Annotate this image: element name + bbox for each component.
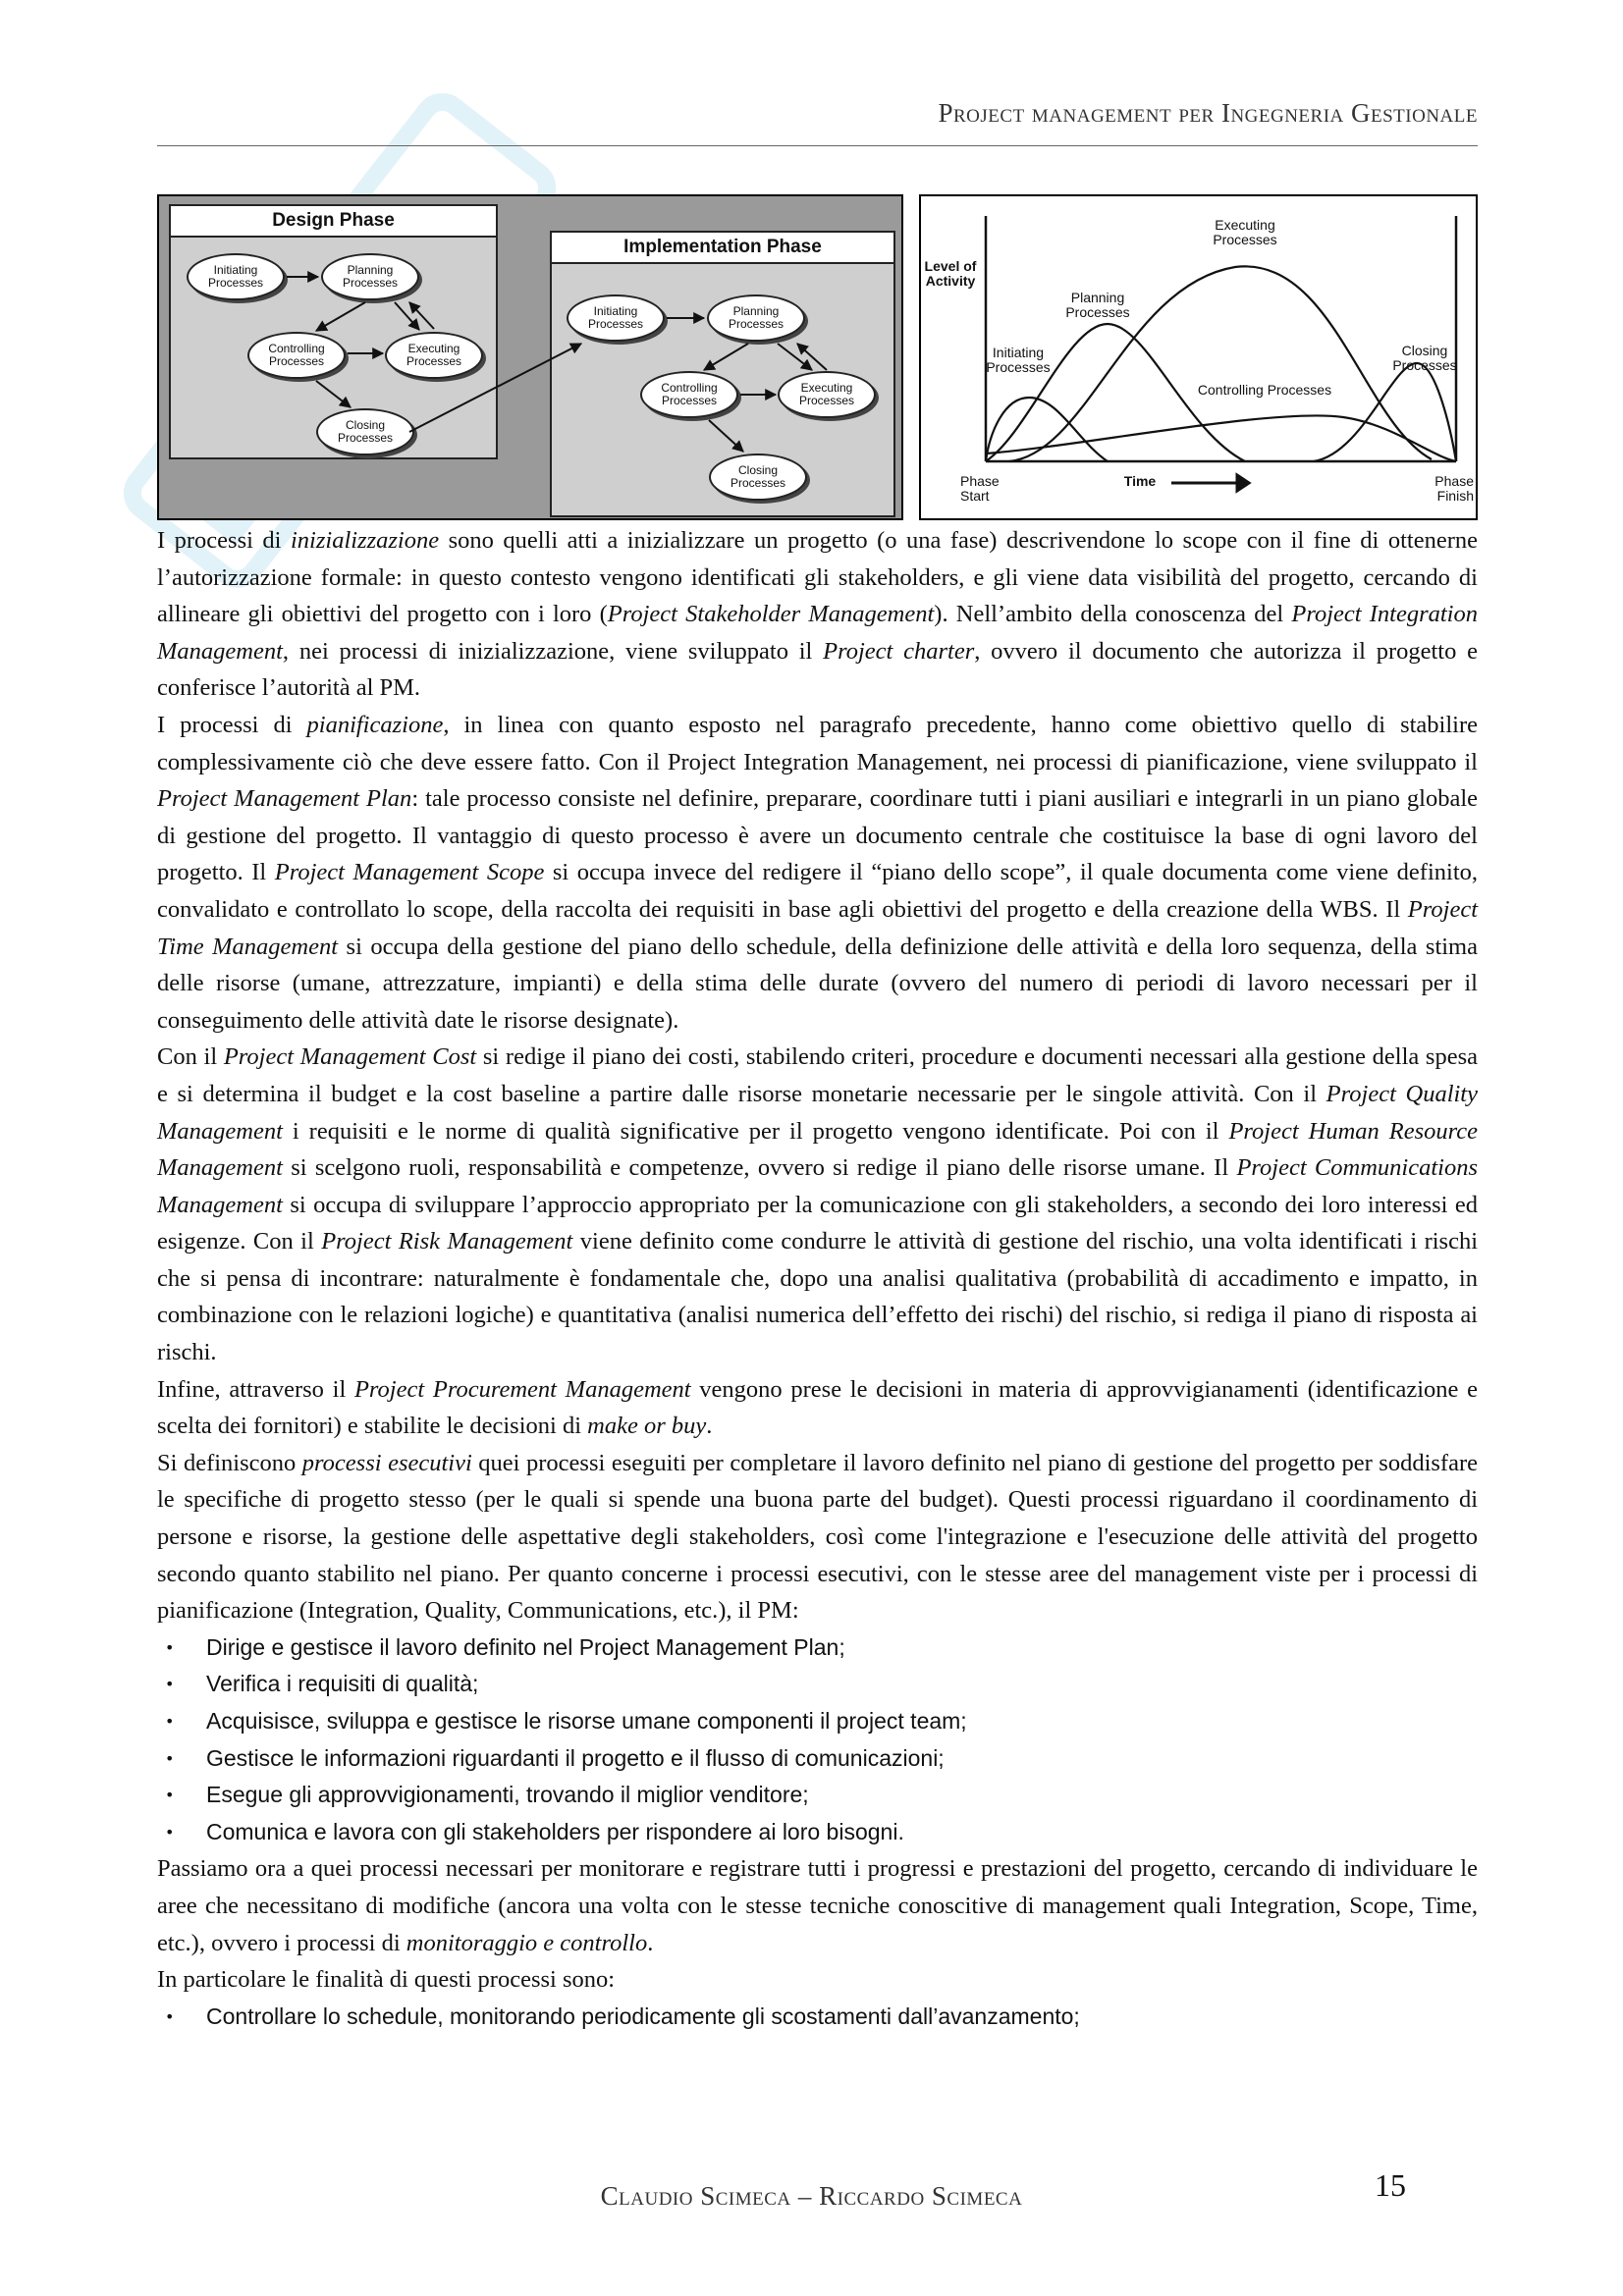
impl-planning-node: Planning Processes [707, 294, 805, 342]
monitoring-list [157, 1999, 1478, 2036]
arrow [409, 302, 434, 329]
arrow [709, 420, 743, 452]
impl-executing-node: Executing Processes [778, 371, 876, 418]
phase-finish-label: Phase Finish [1434, 473, 1474, 505]
paragraph-executing: Si definiscono processi esecutivi quei processi eseguiti per completare il lavoro definito nel piano di gestione del progetto per soddisfare le specifiche di progetto stesso (per le quali si spende una buona parte del budget). Questi processi riguardano il coordinamento di persone e risorse, la gestione delle aspettative degli stakeholders, così come l'integrazione e l'esecuzione delle attività del progetto secondo quanto stabilito nel piano. Per quanto concerne i processi esecutivi, con le stesse aree del management viste per i processi di pianificazione (Integration, Quality, Communications, etc.), il PM: [157, 1449, 1478, 1625]
bullet-icon [165, 1814, 174, 1851]
running-header [766, 98, 1478, 129]
paragraph-initiating: I processi di inizializzazione sono quelli atti a inizializzare un progetto (o una fase) descrivendone lo scope con il fine di ottenerne l’autorizzazione formale: in questo contesto vengono identificati gli stakeholders, e gli viene data visibilità del progetto, cercando di allineare gli obiettivi del progetto con i loro (Project Stakeholder Management). Nell’ambito della conoscenza del Project Integration Management, nei processi di inizializzazione, viene sviluppato il Project charter, ovvero il documento che autorizza il progetto e conferisce l’autorità al PM. [157, 527, 1479, 702]
list-item: • Esegue gli approvvigionamenti, trovando il miglior venditore; [157, 1777, 1478, 1814]
bullet-icon [165, 1740, 174, 1778]
list-item: • Gestisce le informazioni riguardanti il progetto e il flusso di comunicazioni; [157, 1740, 1478, 1778]
bullet-icon [165, 1703, 174, 1740]
design-phase-title: Design Phase [169, 204, 498, 238]
phase-start-label: Phase Start [960, 473, 1000, 505]
initiating-label: Initiating Processes [986, 345, 1051, 376]
process-arrows [159, 196, 901, 518]
y-axis-label: Level of Activity [924, 258, 977, 290]
design-initiating-node: Initiating Processes [187, 253, 285, 300]
impl-initiating-node: Initiating Processes [567, 294, 665, 342]
paragraph-procurement: Infine, attraverso il Project Procurement Management vengono prese le decisioni in materia di approvvigianamenti (identificazione e scelta dei fornitori) e stabilite le decisioni di make or buy. [157, 1375, 1479, 1440]
impl-closing-node: Closing Processes [709, 454, 807, 501]
controlling-curve [986, 415, 1456, 461]
closing-label: Closing Processes [1392, 343, 1457, 374]
header-title: Project management per Ingegneria Gestionale [938, 98, 1478, 128]
arrow [778, 344, 812, 370]
arrow [316, 381, 351, 407]
x-axis-label: Time [1123, 473, 1157, 489]
executing-list [157, 1629, 1478, 1851]
design-controlling-node: Controlling Processes [247, 332, 346, 379]
design-closing-node: Closing Processes [316, 408, 414, 455]
executing-label: Executing Processes [1213, 217, 1277, 248]
bullet-icon [165, 1777, 174, 1814]
list-item: • Controllare lo schedule, monitorando periodicamente gli scostamenti dall’avanzamento; [157, 1999, 1478, 2036]
list-item: • Verifica i requisiti di qualità; [157, 1666, 1478, 1703]
page-body [157, 522, 1478, 2035]
list-item: • Comunica e lavora con gli stakeholders per rispondere ai loro bisogni. [157, 1814, 1478, 1851]
paragraph-planning: I processi di pianificazione, in linea con quanto esposto nel paragrafo precedente, hanno come obiettivo quello di stabilire complessivamente ciò che deve essere fatto. Con il Project Integration Management, nei processi di pianificazione, viene sviluppato il Project Management Plan: tale processo consiste nel definire, preparare, coordinare tutti i piani ausiliari e integrarli in un piano globale di gestione del progetto. Il vantaggio di questo processo è avere un documento centrale che costituisce la base di ogni lavoro del progetto. Il Project Management Scope si occupa invece del redigere il “piano dello scope”, il quale documenta come viene definito, convalidato e controllato lo scope, della raccolta dei requisiti in base agli obiettivi del progetto e della creazione della WBS. Il Project Time Management si occupa della gestione del piano dello schedule, della definizione delle attività e della loro sequenza, della stima delle risorse (umane, attrezzature, impianti) e della stima delle durate (ovvero del numero di periodi di lavoro necessari per il conseguimento delle attività date le risorse designate). [157, 711, 1479, 1034]
implementation-phase-title: Implementation Phase [550, 231, 895, 264]
paragraph-cost-quality: Con il Project Management Cost si redige il piano dei costi, stabilendo criteri, procedure e documenti necessari alla gestione della spesa e si determina il budget e la cost baseline a partire dalle risorse monetarie necessarie per le singole attività. Con il Project Quality Management i requisiti e le norme di qualità significative per il progetto vengono identificate. Poi con il Project Human Resource Management si scelgono ruoli, responsabilità e competenze, ovvero si redige il piano delle risorse umane. Il Project Communications Management si occupa di sviluppare l’approccio appropriato per la comunicazione con gli stakeholders, a secondo dei loro interessi ed esigenze. Con il Project Risk Management viene definito come condurre le attività di gestione del rischio, una volta identificati i rischi che si pensa di incontrare: naturalmente è fondamentale che, dopo una analisi qualitativa (probabilità di accadimento e impatto, in combinazione con le relazioni logiche) e quantitativa (analisi numerica dell’effetto dei rischi) del rischio, si rediga il piano di risposta ai rischi. [157, 1043, 1479, 1366]
bullet-icon [165, 1629, 174, 1667]
arrow [704, 344, 748, 370]
process-overlap-chart [919, 194, 1478, 520]
controlling-label: Controlling Processes [1197, 382, 1332, 398]
impl-controlling-node: Controlling Processes [640, 371, 738, 418]
bullet-icon [165, 1999, 174, 2036]
page-number: 15 [1375, 2167, 1406, 2203]
arrow [316, 302, 365, 331]
design-planning-node: Planning Processes [321, 253, 419, 300]
time-arrow-head [1237, 475, 1249, 491]
paragraph-monitoring: Passiamo ora a quei processi necessari per monitorare e registrare tutti i progressi e prestazioni del progetto, cercando di individuare le aree che necessitano di modifiche (ancora una volta con le stesse tecniche conoscitive di management quali Integration, Scope, Time, etc.), ovvero i processi di monitoraggio e controllo. [157, 1855, 1478, 1956]
list-item: • Acquisisce, sviluppa e gestisce le risorse umane componenti il project team; [157, 1703, 1478, 1740]
bullet-icon [165, 1666, 174, 1703]
arrow [409, 344, 581, 432]
list-item: • Dirige e gestisce il lavoro definito nel Project Management Plan; [157, 1629, 1478, 1667]
arrow [395, 302, 419, 330]
process-groups-figure [157, 194, 903, 520]
design-executing-node: Executing Processes [385, 332, 483, 379]
paragraph-finalities: In particolare le finalità di questi processi sono: [157, 1966, 616, 1994]
footer-authors: Claudio Scimeca – Riccardo Scimeca [600, 2181, 1023, 2211]
planning-label: Planning Processes [1065, 290, 1130, 321]
arrow [797, 344, 827, 370]
header-rule [157, 145, 1478, 146]
